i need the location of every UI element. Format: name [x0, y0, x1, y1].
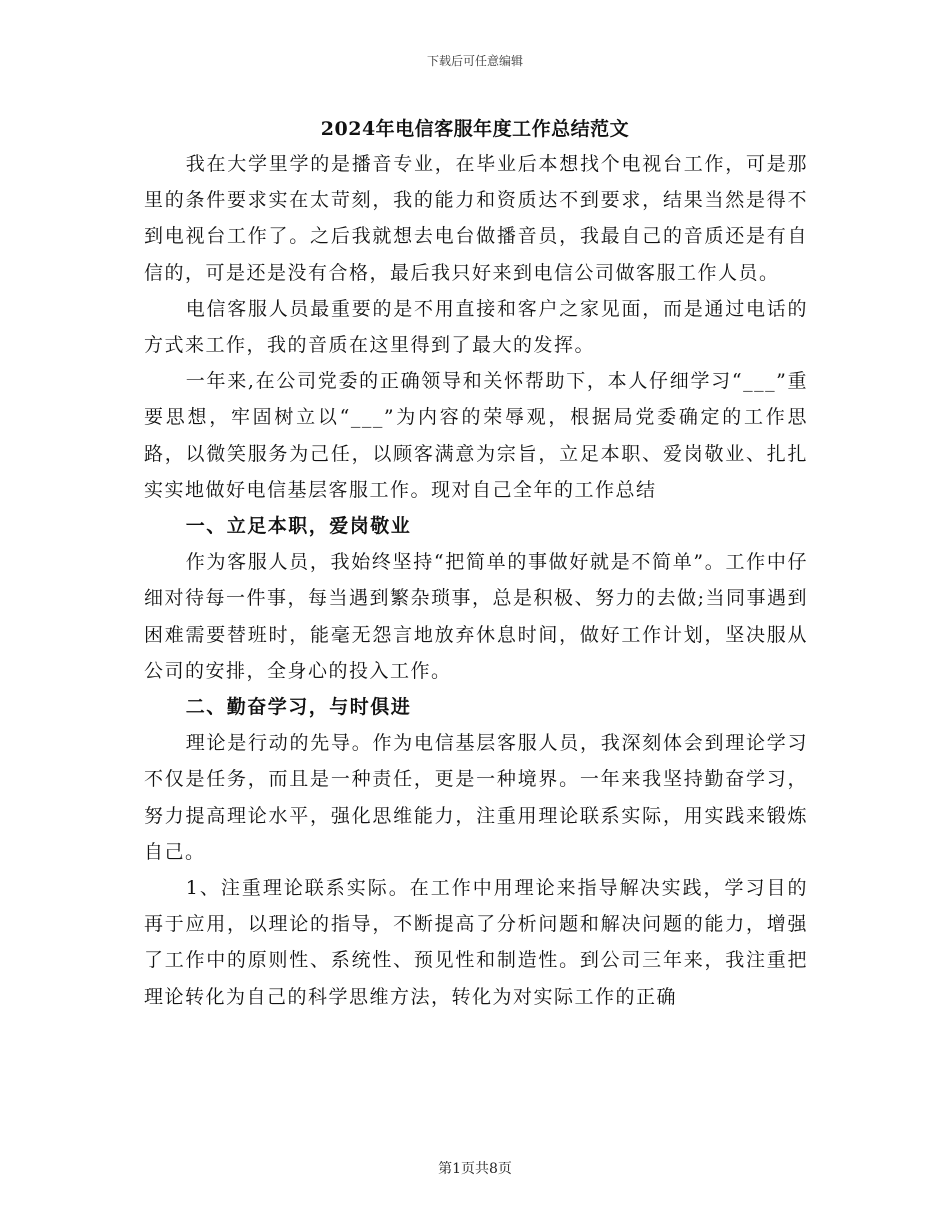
- paragraph-theory-practice: 1、注重理论联系实际。在工作中用理论来指导解决实践，学习目的再于应用，以理论的指导，不断提高了分析问题和解决问题的能力，增强了工作中的原则性、系统性、预见性和制造性。到公司三年来，我注重把理论转化为自己的科学思维方法，转化为对实际工作的正确: [144, 877, 808, 1008]
- paragraph-telecom-service: 电信客服人员最重要的是不用直接和客户之家见面，而是通过电话的方式来工作，我的音质在这里得到了最大的发挥。: [144, 297, 808, 357]
- document-title: 2024年电信客服年度工作总结范文: [320, 118, 630, 140]
- paragraph-section-2: 理论是行动的先导。作为电信基层客服人员，我深刻体会到理论学习不仅是任务，而且是一种责任，更是一种境界。一年来我坚持勤奋学习，努力提高理论水平，强化思维能力，注重用理论联系实际，用实践来锻炼自己。: [144, 732, 808, 863]
- header-note: 下载后可任意编辑: [426, 54, 523, 68]
- paragraph-section-1: 作为客服人员，我始终坚持“把简单的事做好就是不简单”。工作中仔细对待每一件事，每当遇到繁杂琐事，总是积极、努力的去做;当同事遇到困难需要替班时，能毫无怨言地放弃休息时间，做好工作计划，坚决服从公司的安排，全身心的投入工作。: [144, 551, 808, 682]
- page-number-footer: 第1页共8页: [438, 1161, 512, 1177]
- section-heading-2: 二、勤奋学习，与时俱进: [185, 696, 412, 719]
- paragraph-intro: 我在大学里学的是播音专业，在毕业后本想找个电视台工作，可是那里的条件要求实在太苛刻，我的能力和资质达不到要求，结果当然是得不到电视台工作了。之后我就想去电台做播音员，我最自己的音质还是有自信的，可是还是没有合格，最后我只好来到电信公司做客服工作人员。: [144, 153, 808, 284]
- section-heading-1: 一、立足本职，爱岗敬业: [185, 515, 412, 538]
- paragraph-year-summary: 一年来,在公司党委的正确领导和关怀帮助下，本人仔细学习“___”重要思想，牢固树立以“___”为内容的荣辱观，根据局党委确定的工作思路，以微笑服务为己任，以顾客满意为宗旨，立足本职、爱岗敬业、扎扎实实地做好电信基层客服工作。现对自己全年的工作总结: [144, 370, 808, 501]
- document-body: [144, 146, 808, 1015]
